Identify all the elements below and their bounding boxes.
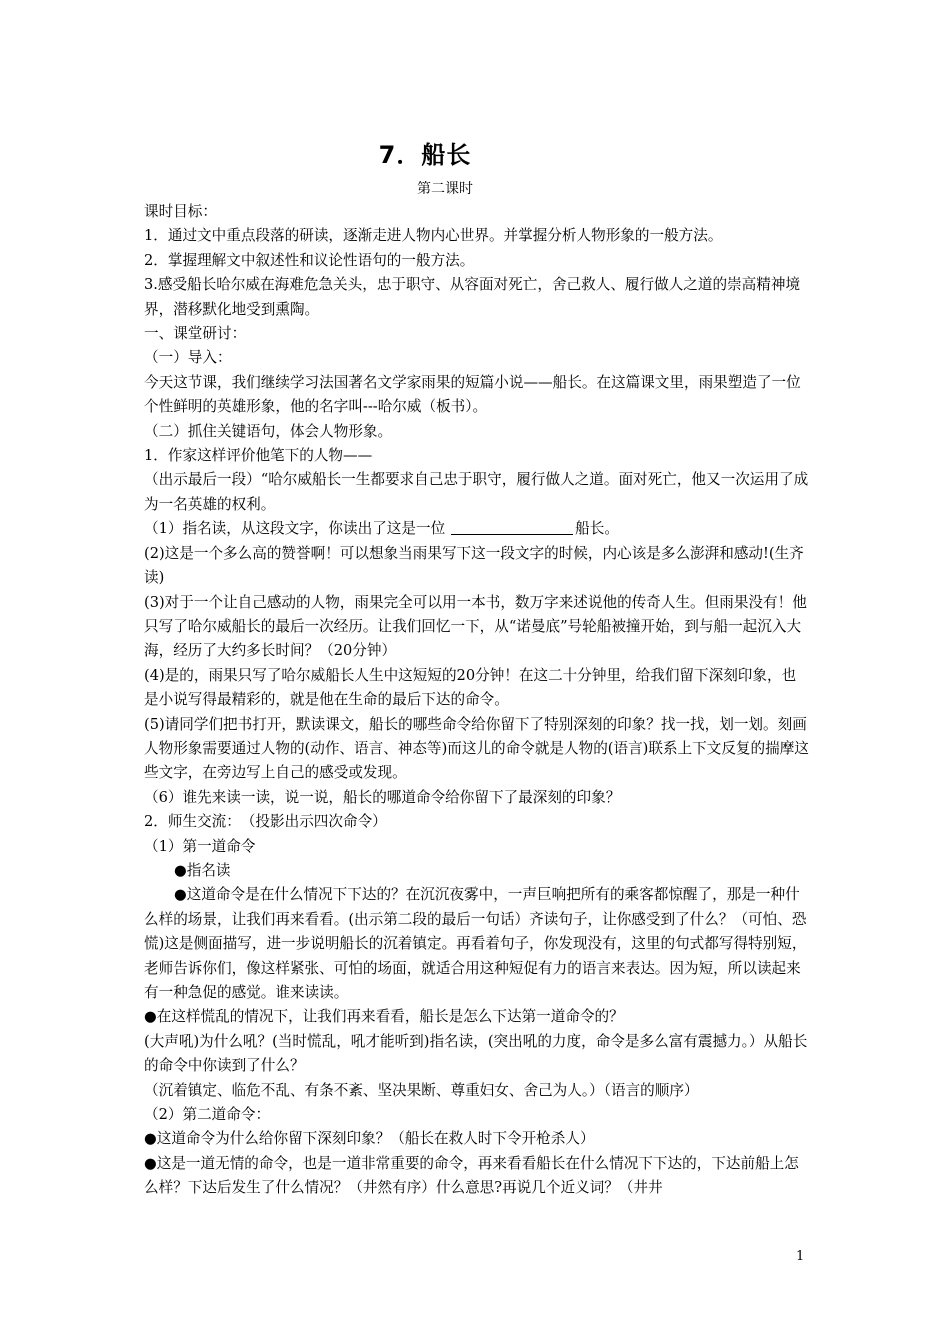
document-body	[144, 200, 810, 1201]
question-1-suffix: 船长。	[575, 520, 619, 538]
question-2: (2)这是一个多么高的赞誉啊！可以想象当雨果写下这一段文字的时候，内心该是多么澎湃和感动!(生齐读)	[144, 544, 804, 587]
item-2: 2．师生交流： （投影出示四次命令）	[144, 813, 387, 831]
quote-paragraph: （出示最后一段）“哈尔威船长一生都要求自己忠于职守，履行做人之道。面对死亡，他又一次运用了成为一名英雄的权利。	[144, 471, 809, 513]
first-command-summary: （沉着镇定、临危不乱、有条不紊、坚决果断、尊重妇女、舍己为人。）（语言的顺序）	[144, 1081, 699, 1099]
goal-1: 1．通过文中重点段落的研读，逐渐走进人物内心世界。并掌握分析人物形象的一般方法。	[144, 227, 723, 245]
first-command-discussion: (大声吼)为什么吼？(当时慌乱，吼才能听到)指名读，(突出吼的力度，命令是多么富有震撼力。）从船长的命令中你读到了什么？	[144, 1032, 808, 1075]
bullet-second-command-context: ●这是一道无情的命令，也是一道非常重要的命令，再来看看船长在什么情况下下达的，下达前船上怎么样？下达后发生了什么情况？（井然有序）什么意思?再说几个近义词？（井井	[144, 1154, 799, 1197]
intro-paragraph: 今天这节课，我们继续学习法国著名文学家雨果的短篇小说——船长。在这篇课文里，雨果塑造了一位个性鲜明的英雄形象，他的名字叫---哈尔威（板书）。	[144, 373, 801, 416]
question-1	[144, 517, 810, 541]
question-1-text: （1）指名读，从这段文字，你读出了这是一位	[144, 520, 446, 538]
item-1: 1．作家这样评价他笔下的人物——	[144, 447, 373, 465]
question-5: (5)请同学们把书打开，默读课文，船长的哪些命令给你留下了特别深刻的印象？找一找，划一划。刻画人物形象需要通过人物的(动作、语言、神态等)而这儿的命令就是人物的(语言)联系上下文反复的揣摩这些文字，在旁边写上自己的感受或发现。	[144, 715, 809, 782]
question-4: (4)是的，雨果只写了哈尔威船长人生中这短短的20分钟！在这二十分钟里，给我们留下深刻印象，也是小说写得最精彩的，就是他在生命的最后下达的命令。	[144, 666, 797, 709]
command-1-heading: （1）第一道命令	[144, 837, 256, 855]
goal-3: 3.感受船长哈尔威在海难危急关头，忠于职守、从容面对死亡，舍己救人、履行做人之道的崇高精神境界，潜移默化地受到熏陶。	[144, 276, 801, 318]
bullet-second-command-impression: ●这道命令为什么给你留下深刻印象？（船长在救人时下令开枪杀人）	[144, 1130, 595, 1148]
subsection-key-sentences-heading: （二）抓住关键语句，体会人物形象。	[144, 422, 393, 440]
bullet-read-aloud: ●指名读	[174, 861, 231, 879]
lesson-subtitle: 第二课时	[417, 181, 473, 197]
lesson-title: 7．船长	[378, 141, 472, 169]
bullet-first-command: ●在这样慌乱的情况下，让我们再来看看，船长是怎么下达第一道命令的？	[144, 1008, 624, 1026]
command-2-heading: （2）第二道命令：	[144, 1106, 271, 1124]
fill-in-blank	[451, 519, 573, 535]
goal-2: 2．掌握理解文中叙述性和议论性语句的一般方法。	[144, 251, 475, 269]
page-number: 1	[796, 1249, 805, 1264]
question-6: （6）谁先来读一读，说一说，船长的哪道命令给你留下了最深刻的印象？	[144, 788, 621, 806]
bullet-command-context: ●这道命令是在什么情况下下达的？在沉沉夜雾中，一声巨响把所有的乘客都惊醒了，那是一种什么样的场景，让我们再来看看。(出示第二段的最后一句话）齐读句子，让你感受到了什么？（可怕、恐慌)这是侧面描写，进一步说明船长的沉着镇定。再看着句子，你发现没有，这里的句式都写得特别短，老师告诉你们，像这样紧张、可怕的场面，就适合用这种短促有力的语言来表达。因为短，所以读起来有一种急促的感觉。谁来读读。	[144, 886, 807, 1001]
goals-heading: 课时目标：	[144, 203, 217, 220]
question-3: (3)对于一个让自己感动的人物，雨果完全可以用一本书，数万字来述说他的传奇人生。但雨果没有！他只写了哈尔威船长的最后一次经历。让我们回忆一下，从“诺曼底”号轮船被撞开始，到与船一起沉入大海，经历了大约多长时间？（20分钟）	[144, 593, 807, 660]
section-heading: 一、课堂研讨：	[144, 325, 247, 343]
subsection-intro-heading: （一）导入：	[144, 349, 232, 367]
